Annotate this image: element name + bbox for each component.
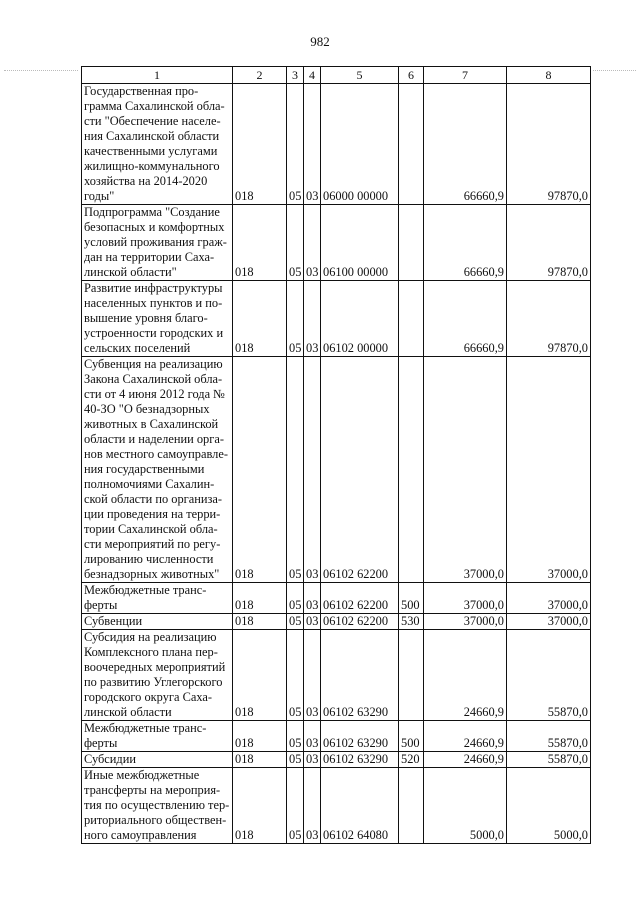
row-admin-code: 018 — [233, 583, 287, 614]
row-section: 05 — [287, 614, 304, 630]
row-amount-2: 55870,0 — [507, 752, 591, 768]
column-header-name: 1 — [82, 67, 233, 84]
row-subsection: 03 — [304, 721, 321, 752]
row-section: 05 — [287, 768, 304, 844]
row-amount-2: 37000,0 — [507, 583, 591, 614]
row-target-article: 06102 64080 — [321, 768, 399, 844]
column-header-amount-2: 8 — [507, 67, 591, 84]
row-expense-type: 500 — [399, 721, 424, 752]
page-number: 982 — [310, 34, 330, 49]
row-section: 05 — [287, 721, 304, 752]
row-section: 05 — [287, 357, 304, 583]
row-admin-code: 018 — [233, 768, 287, 844]
table-row — [82, 768, 591, 844]
row-subsection: 03 — [304, 630, 321, 721]
table-row — [82, 84, 591, 205]
table-row — [82, 281, 591, 357]
row-subsection: 03 — [304, 752, 321, 768]
row-name: Развитие инфраструктуры населенных пунктов и по- вышение уровня благо- устроенности городских и сельских поселений — [82, 281, 233, 357]
row-name: Государственная про- грамма Сахалинской обла- сти "Обеспечение населе- ния Сахалинской области качественными услугами жилищно-коммунального хозяйства на 2014-2020 годы" — [82, 84, 233, 205]
row-section: 05 — [287, 583, 304, 614]
row-section: 05 — [287, 205, 304, 281]
row-target-article: 06100 00000 — [321, 205, 399, 281]
row-expense-type — [399, 357, 424, 583]
column-header-subsection: 4 — [304, 67, 321, 84]
row-amount-1: 37000,0 — [424, 583, 507, 614]
row-section: 05 — [287, 84, 304, 205]
row-admin-code: 018 — [233, 630, 287, 721]
row-admin-code: 018 — [233, 752, 287, 768]
row-amount-2: 97870,0 — [507, 281, 591, 357]
column-header-expense-type: 6 — [399, 67, 424, 84]
row-expense-type: 530 — [399, 614, 424, 630]
row-target-article: 06102 00000 — [321, 281, 399, 357]
row-name: Подпрограмма "Создание безопасных и комфортных условий проживания граж- дан на территории Саха- линской области" — [82, 205, 233, 281]
row-amount-2: 37000,0 — [507, 614, 591, 630]
row-amount-1: 66660,9 — [424, 205, 507, 281]
row-amount-2: 55870,0 — [507, 721, 591, 752]
table-row — [82, 752, 591, 768]
row-name: Иные межбюджетные трансферты на мероприя- тия по осуществлению тер- риториального обществен- ного самоуправления — [82, 768, 233, 844]
row-target-article: 06000 00000 — [321, 84, 399, 205]
row-admin-code: 018 — [233, 205, 287, 281]
row-expense-type — [399, 630, 424, 721]
column-header-section: 3 — [287, 67, 304, 84]
row-subsection: 03 — [304, 768, 321, 844]
row-section: 05 — [287, 281, 304, 357]
table-row — [82, 630, 591, 721]
column-header-target-article: 5 — [321, 67, 399, 84]
row-subsection: 03 — [304, 84, 321, 205]
row-name: Субсидии — [82, 752, 233, 768]
row-target-article: 06102 62200 — [321, 583, 399, 614]
row-amount-2: 97870,0 — [507, 84, 591, 205]
row-amount-1: 24660,9 — [424, 630, 507, 721]
row-admin-code: 018 — [233, 614, 287, 630]
row-name: Межбюджетные транс- ферты — [82, 721, 233, 752]
row-expense-type — [399, 205, 424, 281]
row-admin-code: 018 — [233, 721, 287, 752]
row-expense-type — [399, 281, 424, 357]
table-row — [82, 614, 591, 630]
column-header-admin-code: 2 — [233, 67, 287, 84]
row-subsection: 03 — [304, 205, 321, 281]
row-amount-1: 37000,0 — [424, 614, 507, 630]
row-expense-type — [399, 768, 424, 844]
table-row — [82, 357, 591, 583]
row-section: 05 — [287, 752, 304, 768]
row-expense-type: 500 — [399, 583, 424, 614]
column-header-row — [82, 67, 591, 84]
row-amount-1: 66660,9 — [424, 84, 507, 205]
row-admin-code: 018 — [233, 357, 287, 583]
row-target-article: 06102 62200 — [321, 357, 399, 583]
table-row — [82, 205, 591, 281]
table-row — [82, 583, 591, 614]
row-target-article: 06102 63290 — [321, 630, 399, 721]
row-target-article: 06102 63290 — [321, 721, 399, 752]
row-name: Субсидия на реализацию Комплексного плана пер- воочередных мероприятий по развитию Углегорского городского округа Саха- линской области — [82, 630, 233, 721]
column-header-amount-1: 7 — [424, 67, 507, 84]
row-name: Субвенции — [82, 614, 233, 630]
row-admin-code: 018 — [233, 281, 287, 357]
row-amount-1: 37000,0 — [424, 357, 507, 583]
budget-table — [81, 66, 591, 844]
row-admin-code: 018 — [233, 84, 287, 205]
row-target-article: 06102 62200 — [321, 614, 399, 630]
row-amount-2: 37000,0 — [507, 357, 591, 583]
right-margin-dotted-line — [593, 70, 636, 71]
row-subsection: 03 — [304, 281, 321, 357]
row-name: Межбюджетные транс- ферты — [82, 583, 233, 614]
row-amount-2: 97870,0 — [507, 205, 591, 281]
row-amount-1: 24660,9 — [424, 752, 507, 768]
row-target-article: 06102 63290 — [321, 752, 399, 768]
row-amount-1: 66660,9 — [424, 281, 507, 357]
row-subsection: 03 — [304, 583, 321, 614]
row-amount-1: 24660,9 — [424, 721, 507, 752]
row-subsection: 03 — [304, 614, 321, 630]
row-section: 05 — [287, 630, 304, 721]
row-subsection: 03 — [304, 357, 321, 583]
row-expense-type — [399, 84, 424, 205]
row-name: Субвенция на реализацию Закона Сахалинской обла- сти от 4 июня 2012 года № 40-ЗО "О безнадзорных животных в Сахалинской области и наделении орга- нов местного самоуправле- ния государственными полномочиями Сахалин- ской области по организа- ции проведения на терри- тории Сахалинской обла- сти мероприятий по регу- лированию численности безнадзорных животных" — [82, 357, 233, 583]
left-margin-dotted-line — [4, 70, 78, 71]
table-row — [82, 721, 591, 752]
row-amount-1: 5000,0 — [424, 768, 507, 844]
row-amount-2: 55870,0 — [507, 630, 591, 721]
row-amount-2: 5000,0 — [507, 768, 591, 844]
row-expense-type: 520 — [399, 752, 424, 768]
